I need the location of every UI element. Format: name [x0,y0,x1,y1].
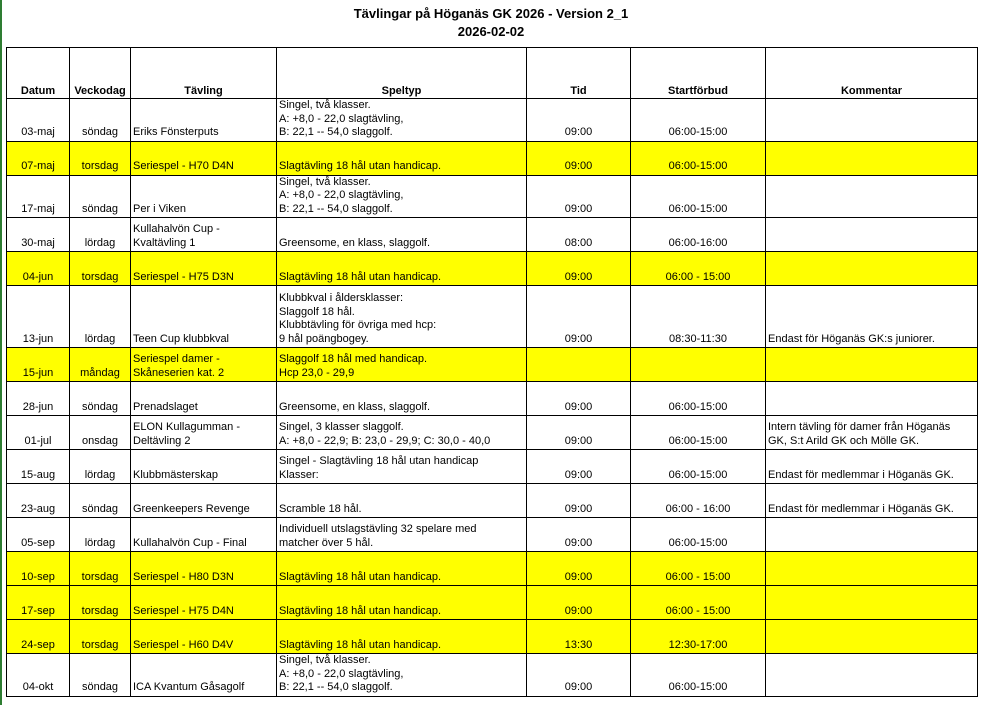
cell-tid: 09:00 [527,586,631,620]
table-row [7,252,978,286]
cell-speltyp-line: Singel, två klasser. [279,99,371,111]
cell-tavling-line: Greenkeepers Revenge [133,502,250,515]
cell-tavling [131,450,277,484]
cell-kommentar-line: GK, S:t Arild GK och Mölle GK. [768,434,919,447]
cell-datum: 01-jul [7,416,70,450]
cell-tavling [131,620,277,654]
header-veckodag: Veckodag [70,48,131,99]
table-row [7,286,978,348]
cell-datum: 30-maj [7,218,70,252]
cell-startforbud: 06:00-15:00 [631,416,766,450]
cell-speltyp-line: A: +8,0 - 22,0 slagtävling, [279,667,404,680]
cell-kommentar [766,450,978,484]
cell-veckodag: söndag [70,99,131,142]
cell-kommentar-line: Intern tävling för damer från Höganäs [768,421,951,433]
cell-kommentar [766,620,978,654]
cell-veckodag: torsdag [70,620,131,654]
cell-datum: 10-sep [7,552,70,586]
cell-tavling-line: Deltävling 2 [133,434,191,447]
cell-datum: 17-maj [7,175,70,218]
cell-veckodag: torsdag [70,252,131,286]
cell-speltyp-line: B: 22,1 -- 54,0 slaggolf. [279,681,393,693]
cell-veckodag: söndag [70,484,131,518]
cell-speltyp [277,620,527,654]
cell-startforbud: 06:00-15:00 [631,450,766,484]
cell-tavling-line: Klubbmästerskap [133,468,218,481]
cell-kommentar-line: Endast för medlemmar i Höganäs GK. [768,468,954,481]
header-row [7,48,978,99]
cell-tid: 09:00 [527,518,631,552]
cell-speltyp [277,586,527,620]
cell-tavling [131,99,277,142]
cell-datum: 04-jun [7,252,70,286]
cell-datum: 15-aug [7,450,70,484]
cell-veckodag: lördag [70,450,131,484]
cell-startforbud: 06:00 - 16:00 [631,484,766,518]
cell-kommentar-line: Endast för Höganäs GK:s juniorer. [768,332,935,345]
cell-tavling-line: Kullahalvön Cup - Final [133,536,247,549]
cell-tid: 09:00 [527,654,631,697]
cell-veckodag: söndag [70,382,131,416]
cell-speltyp-line: Scramble 18 hål. [279,502,362,515]
table-row [7,175,978,218]
cell-speltyp-line: Singel, två klasser. [279,175,371,188]
cell-speltyp-line: Individuell utslagstävling 32 spelare med [279,523,477,535]
cell-datum: 15-jun [7,348,70,382]
cell-tavling [131,416,277,450]
cell-datum: 17-sep [7,586,70,620]
cell-startforbud: 06:00-15:00 [631,518,766,552]
cell-tid: 13:30 [527,620,631,654]
page-title: Tävlingar på Höganäs GK 2026 - Version 2_1 [353,6,629,21]
cell-kommentar [766,175,978,218]
cell-kommentar [766,586,978,620]
cell-speltyp-line: Klasser: [279,468,319,481]
cell-kommentar [766,252,978,286]
cell-datum: 05-sep [7,518,70,552]
cell-tavling [131,348,277,382]
cell-tid: 09:00 [527,175,631,218]
header-kommentar: Kommentar [766,48,978,99]
table-row [7,654,978,697]
table-body [7,99,978,697]
table-row [7,450,978,484]
cell-kommentar [766,141,978,175]
cell-veckodag: onsdag [70,416,131,450]
cell-speltyp [277,552,527,586]
cell-tavling [131,654,277,697]
cell-speltyp-line: Slagtävling 18 hål utan handicap. [279,638,442,651]
table-row [7,382,978,416]
cell-tid [527,348,631,382]
cell-tavling-line: Seriespel - H70 D4N [133,160,234,172]
cell-tavling-line: Seriespel - H75 D4N [133,604,234,617]
cell-tavling [131,252,277,286]
cell-speltyp-line: Slagtävling 18 hål utan handicap. [279,270,442,283]
cell-tavling-line: Per i Viken [133,202,186,215]
cell-kommentar [766,416,978,450]
cell-veckodag: måndag [70,348,131,382]
cell-speltyp-line: Singel, två klasser. [279,654,371,666]
cell-tid: 09:00 [527,141,631,175]
cell-speltyp [277,218,527,252]
cell-speltyp-line: B: 22,1 -- 54,0 slaggolf. [279,126,393,138]
cell-tavling [131,586,277,620]
table-row [7,218,978,252]
header-datum: Datum [7,48,70,99]
cell-speltyp-line: Singel - Slagtävling 18 hål utan handicap [279,455,479,467]
competition-table [6,47,978,697]
cell-tavling [131,141,277,175]
cell-speltyp-line: Greensome, en klass, slaggolf. [279,236,431,249]
cell-kommentar-line: Endast för medlemmar i Höganäs GK. [768,502,954,515]
cell-tavling [131,382,277,416]
cell-kommentar [766,518,978,552]
cell-speltyp-line: 9 hål poängbogey. [279,332,369,345]
cell-tavling-line: Teen Cup klubbkval [133,332,230,345]
cell-veckodag: torsdag [70,141,131,175]
cell-startforbud: 12:30-17:00 [631,620,766,654]
cell-kommentar [766,286,978,348]
header-tid: Tid [527,48,631,99]
cell-speltyp-line: Greensome, en klass, slaggolf. [279,400,431,413]
table-row [7,518,978,552]
cell-speltyp-line: Slagtävling 18 hål utan handicap. [279,570,442,583]
cell-speltyp [277,99,527,142]
cell-startforbud: 06:00-16:00 [631,218,766,252]
cell-speltyp [277,175,527,218]
cell-speltyp [277,348,527,382]
cell-speltyp [277,141,527,175]
cell-speltyp [277,518,527,552]
header-speltyp: Speltyp [277,48,527,99]
cell-speltyp-line: Slagtävling 18 hål utan handicap. [279,160,442,172]
cell-tavling-line: Kvaltävling 1 [133,236,196,249]
cell-tavling-line: Seriespel damer - [133,353,220,365]
cell-veckodag: torsdag [70,552,131,586]
table-row [7,99,978,142]
cell-tid: 09:00 [527,416,631,450]
cell-speltyp-line: Klubbkval i åldersklasser: [279,292,404,304]
page-subtitle: 2026-02-02 [457,24,525,39]
cell-startforbud: 06:00-15:00 [631,382,766,416]
cell-veckodag: torsdag [70,586,131,620]
cell-tid: 09:00 [527,286,631,348]
cell-startforbud: 06:00-15:00 [631,141,766,175]
cell-tid: 09:00 [527,450,631,484]
cell-startforbud: 06:00 - 15:00 [631,552,766,586]
cell-veckodag: söndag [70,654,131,697]
cell-tid: 09:00 [527,484,631,518]
cell-speltyp [277,252,527,286]
table-row [7,586,978,620]
cell-speltyp [277,654,527,697]
cell-tid: 08:00 [527,218,631,252]
cell-speltyp [277,286,527,348]
cell-tavling-line: Kullahalvön Cup - [133,223,220,235]
cell-veckodag: lördag [70,518,131,552]
cell-speltyp-line: matcher över 5 hål. [279,536,374,549]
cell-veckodag: söndag [70,175,131,218]
cell-speltyp-line: Slagtävling 18 hål utan handicap. [279,604,442,617]
cell-tavling-line: Skåneserien kat. 2 [133,366,225,379]
cell-tavling [131,218,277,252]
cell-kommentar [766,382,978,416]
cell-tid: 09:00 [527,252,631,286]
cell-datum: 04-okt [7,654,70,697]
cell-speltyp-line: A: +8,0 - 22,9; B: 23,0 - 29,9; C: 30,0 - 40,0 [279,434,491,447]
cell-kommentar [766,348,978,382]
cell-tavling [131,175,277,218]
table-row [7,348,978,382]
cell-startforbud: 06:00-15:00 [631,99,766,142]
cell-speltyp [277,416,527,450]
cell-veckodag: lördag [70,286,131,348]
cell-tavling [131,552,277,586]
sheet-edge [0,0,2,705]
cell-kommentar [766,552,978,586]
cell-speltyp-line: A: +8,0 - 22,0 slagtävling, [279,112,404,125]
table-row [7,141,978,175]
cell-tavling-line: Seriespel - H60 D4V [133,638,234,651]
cell-tavling [131,518,277,552]
cell-startforbud: 06:00 - 15:00 [631,586,766,620]
cell-datum: 28-jun [7,382,70,416]
cell-datum: 07-maj [7,141,70,175]
table-row [7,552,978,586]
cell-speltyp [277,450,527,484]
cell-tavling [131,286,277,348]
cell-speltyp [277,382,527,416]
cell-datum: 03-maj [7,99,70,142]
cell-kommentar [766,484,978,518]
cell-startforbud: 08:30-11:30 [631,286,766,348]
cell-datum: 24-sep [7,620,70,654]
header-startforbud: Startförbud [631,48,766,99]
cell-tavling-line: Eriks Fönsterputs [133,126,219,138]
cell-datum: 23-aug [7,484,70,518]
cell-tid: 09:00 [527,552,631,586]
cell-kommentar [766,218,978,252]
cell-speltyp-line: A: +8,0 - 22,0 slagtävling, [279,189,404,201]
cell-startforbud [631,348,766,382]
header-tavling: Tävling [131,48,277,99]
cell-speltyp-line: Klubbtävling för övriga med hcp: [279,319,437,331]
cell-tid: 09:00 [527,382,631,416]
cell-veckodag: lördag [70,218,131,252]
cell-speltyp-line: Slaggolf 18 hål. [279,305,355,318]
cell-tid: 09:00 [527,99,631,142]
table-row [7,416,978,450]
cell-tavling-line: Prenadslaget [133,400,198,413]
cell-tavling-line: Seriespel - H75 D3N [133,270,234,283]
cell-startforbud: 06:00 - 15:00 [631,252,766,286]
cell-tavling [131,484,277,518]
cell-speltyp-line: Hcp 23,0 - 29,9 [279,366,355,379]
cell-tavling-line: ICA Kvantum Gåsagolf [133,681,245,693]
cell-speltyp [277,484,527,518]
cell-startforbud: 06:00-15:00 [631,654,766,697]
cell-speltyp-line: Singel, 3 klasser slaggolf. [279,421,404,433]
table-row [7,620,978,654]
table-row [7,484,978,518]
cell-datum: 13-jun [7,286,70,348]
cell-tavling-line: Seriespel - H80 D3N [133,570,234,583]
cell-startforbud: 06:00-15:00 [631,175,766,218]
cell-speltyp-line: Slaggolf 18 hål med handicap. [279,353,427,365]
cell-speltyp-line: B: 22,1 -- 54,0 slaggolf. [279,202,393,215]
cell-kommentar [766,654,978,697]
cell-tavling-line: ELON Kullagumman - [133,421,240,433]
cell-kommentar [766,99,978,142]
